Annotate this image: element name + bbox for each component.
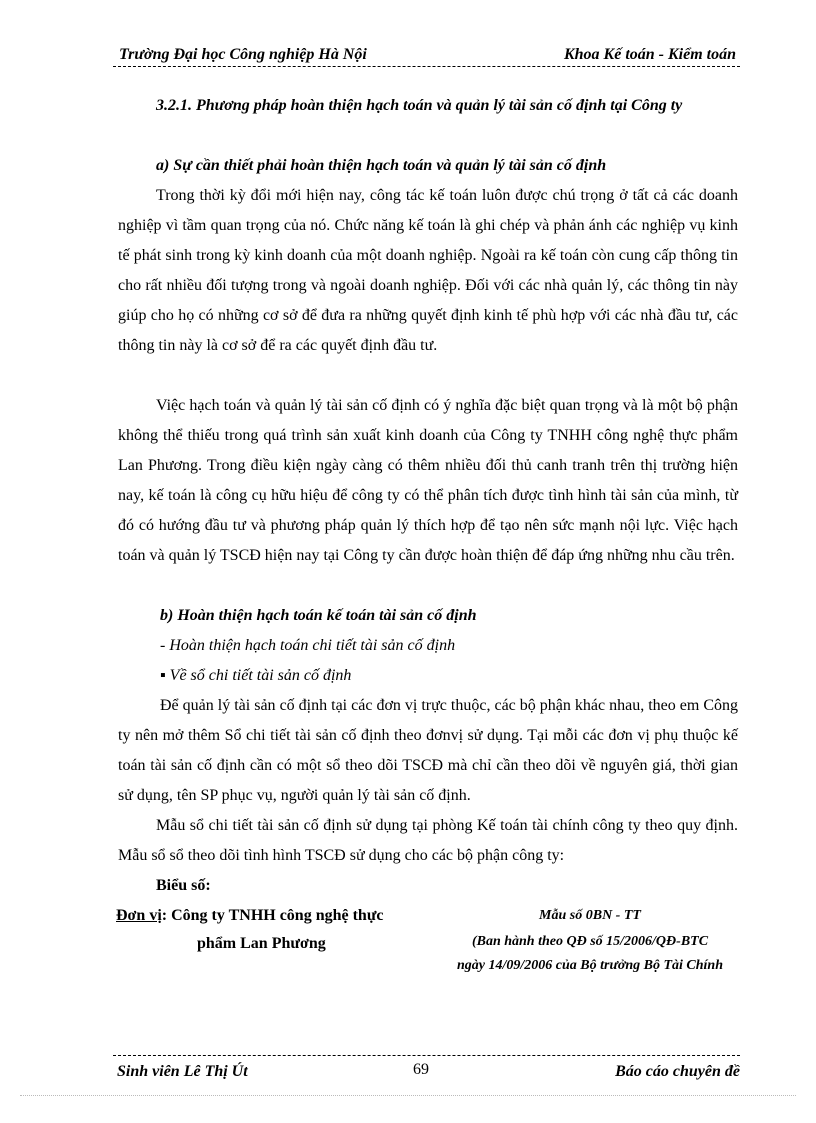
section-heading: 3.2.1. Phương pháp hoàn thiện hạch toán và quản lý tài sản cố định tại Công ty xyxy=(156,97,683,114)
form-decision-line-1: (Ban hành theo QĐ số 15/2006/QĐ-BTC xyxy=(471,934,709,949)
form-code: Mẫu số 0BN - TT xyxy=(539,908,641,923)
bullet-list-item: ▪ Về sổ chi tiết tài sản cố định xyxy=(160,667,352,684)
paragraph-3: Để quản lý tài sản cố định tại các đơn vị trực thuộc, các bộ phận khác nhau, theo em Công ty nên mở thêm Sổ chi tiết tài sản cố định theo đơnvị sử dụng. Tại mỗi các đơn vị phụ thuộc kế toán tài sản cố định cần có một sổ theo dõi TSCĐ mà chỉ cần theo dõi về nguyên giá, thời gian sử dụng, tên SP phục vụ, người quản lý tài sản cố định. xyxy=(118,697,738,804)
form-unit-name: : Công ty TNHH công nghệ thực xyxy=(161,907,384,924)
subheading-b: b) Hoàn thiện hạch toán kế toán tài sản cố định xyxy=(160,607,477,624)
dash-list-item: - Hoàn thiện hạch toán chi tiết tài sản cố định xyxy=(160,637,456,654)
page-bottom-dotted-rule xyxy=(20,1095,796,1096)
subheading-a: a) Sự cần thiết phải hoàn thiện hạch toán và quản lý tài sản cố định xyxy=(156,157,607,174)
footer-rule xyxy=(113,1055,740,1056)
paragraph-2: Việc hạch toán và quản lý tài sản cố định có ý nghĩa đặc biệt quan trọng và là một bộ phận không thể thiếu trong quá trình sản xuất kinh doanh của Công ty TNHH công nghệ thực phẩm Lan Phương. Trong điều kiện ngày càng có thêm nhiều đối thủ canh tranh trên thị trường hiện nay, kế toán là công cụ hữu hiệu để công ty có thể phân tích được tình hình tài sản của mình, từ đó có hướng đầu tư và phương pháp quản lý thích hợp để tạo nên sức mạnh nội lực. Việc hạch toán và quản lý TSCĐ hiện nay tại Công ty cần được hoàn thiện để đáp ứng những nhu cầu trên. xyxy=(118,397,738,564)
table-caption: Biểu số: xyxy=(156,877,211,894)
form-unit-label: Đơn vị xyxy=(116,907,162,924)
header-rule xyxy=(113,66,740,67)
page-header xyxy=(113,44,740,68)
form-unit-line-2: phẩm Lan Phương xyxy=(197,935,326,952)
form-decision-line-2: ngày 14/09/2006 của Bộ trưởng Bộ Tài Chính xyxy=(456,958,723,973)
paragraph-4: Mẫu sổ chi tiết tài sản cố định sử dụng tại phòng Kế toán tài chính công ty theo quy định. Mẫu sổ sổ theo dõi tình hình TSCĐ sử dụng cho các bộ phận công ty: xyxy=(118,817,738,864)
page-footer xyxy=(113,1061,740,1087)
footer-student: Sinh viên Lê Thị Út xyxy=(117,1063,248,1080)
paragraph-1: Trong thời kỳ đổi mới hiện nay, công tác kế toán luôn được chú trọng ở tất cả các doanh nghiệp vì tầm quan trọng của nó. Chức năng kế toán là ghi chép và phản ánh các nghiệp vụ kinh tế phát sinh trong kỳ kinh doanh của một doanh nghiệp. Ngoài ra kế toán còn cung cấp thông tin cho rất nhiều đối tượng trong và ngoài doanh nghiệp. Đối với các nhà quản lý, các thông tin này giúp cho họ có những cơ sở để đưa ra những quyết định kinh tế phù hợp với các nhà đầu tư, các thông tin này là cơ sở để ra các quyết định đầu tư. xyxy=(118,187,738,354)
page-number: 69 xyxy=(413,1061,429,1078)
header-school: Trường Đại học Công nghiệp Hà Nội xyxy=(119,46,367,63)
form-unit-line-1 xyxy=(116,901,384,931)
footer-report-type: Báo cáo chuyên đề xyxy=(615,1063,740,1080)
header-faculty: Khoa Kế toán - Kiểm toán xyxy=(563,46,736,63)
